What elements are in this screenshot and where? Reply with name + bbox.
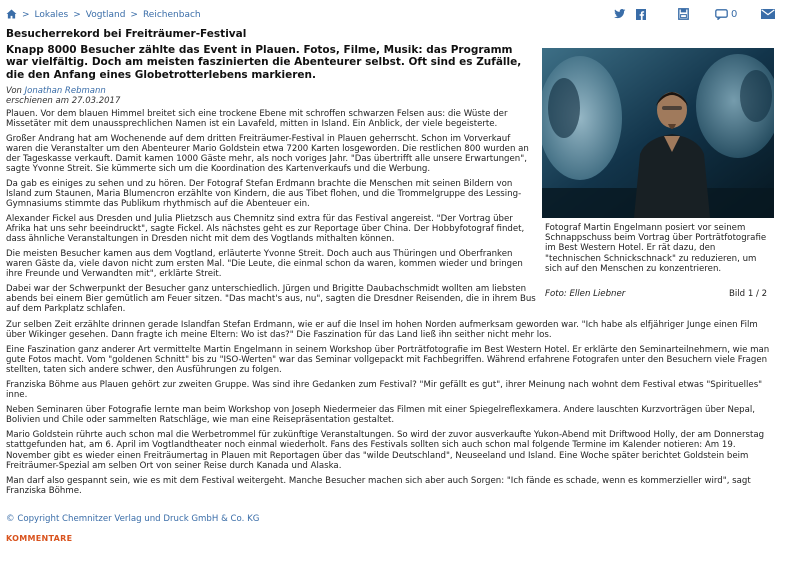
publish-date: erschienen am 27.03.2017 [6, 96, 121, 106]
breadcrumb-item-lokales[interactable]: Lokales [34, 10, 69, 20]
home-icon[interactable] [6, 9, 17, 22]
article-paragraph: Dabei war der Schwerpunkt der Besucher ganz unterschiedlich. Jürgen und Brigitte Daubachschmidt wollten am liebsten abends bei einem Bier gemütlich am Feuer sitzen. "Das macht's aus, nu", sagten die Dresdner Reisenden, die in ihrem Bus auf dem Parkplatz schlafen. [6, 284, 536, 315]
email-icon[interactable] [761, 9, 775, 19]
share-toolbar [614, 8, 775, 20]
comments-link[interactable] [715, 9, 737, 20]
comment-count: 0 [731, 8, 738, 20]
print-icon[interactable] [678, 8, 689, 20]
breadcrumb-separator: > [130, 10, 138, 20]
copyright-link[interactable]: © Copyright Chemnitzer Verlag und Druck GmbH & Co. KG [6, 514, 260, 524]
photo-caption: Fotograf Martin Engelmann posiert vor seinem Schnappschuss beim Vortrag über Porträtfotografie im Best Western Hotel. Er rät dazu, den "technischen Schnickschnack" zu reduzieren, um sich auf den Menschen zu konzentrieren. [545, 223, 767, 274]
article-paragraph: Man darf also gespannt sein, wie es mit dem Festival weitergeht. Manche Besucher machen sich aber auch Sorgen: "Ich fände es schade, wenn es kommerzieller wird", sagt Franziska Böhme. [6, 475, 751, 496]
breadcrumb [6, 9, 201, 22]
article-headline: Besucherrekord bei Freiträumer-Festival [6, 28, 247, 40]
article-photo[interactable] [542, 48, 774, 218]
article-paragraph: Plauen. Vor dem blauen Himmel breitet sich eine trockene Ebene mit schroffen schwarzen Felsen aus: die Wüste der Missetäter mit dem unaussprechlichen Namen ist ein Lavafeld, mitten in Island. Ein Anblick, der viele begeisterte. [6, 109, 508, 130]
breadcrumb-item-vogtland[interactable]: Vogtland [85, 10, 126, 20]
article-body-narrow [6, 109, 536, 319]
facebook-icon[interactable] [636, 9, 646, 20]
breadcrumb-separator: > [22, 10, 30, 20]
article-body-wide [6, 320, 778, 501]
article-paragraph: Zur selben Zeit erzählte drinnen gerade Islandfan Stefan Erdmann, wie er auf die Insel im hohen Norden aufmerksam geworden war. "Ich habe als elfjähriger Junge einen Film über Wikinger gesehen. Dann fragte ich meine Eltern: Wo ist das?" Die Faszination für das Land ließ ihn seither nicht mehr los. [6, 320, 758, 341]
twitter-icon[interactable] [614, 9, 626, 19]
breadcrumb-item-reichenbach[interactable]: Reichenbach [142, 10, 201, 20]
photo-credit: Foto: Ellen Liebner [545, 289, 626, 299]
article-paragraph: Großer Andrang hat am Wochenende auf dem dritten Freiträumer-Festival in Plauen geherrscht. Schon im Vorverkauf waren die Veranstalter um den Abenteurer Mario Goldstein etwa 7200 Karten losgeworden. Die restlichen 800 wurden an der Tageskasse verkauft. Damit kamen 1000 Gäste mehr, als noch voriges Jahr. "Das übertrifft alle unsere Erwartungen", sagte Yvonne Streit. Sie kümmerte sich um die Koordination des Kartenverkaufs und die Werbung. [6, 133, 529, 175]
breadcrumb-separator: > [73, 10, 81, 20]
byline-prefix: Von [6, 86, 22, 96]
article-paragraph: Neben Seminaren über Fotografie lernte man beim Workshop von Joseph Niedermeier das Filmen mit einer Spiegelreflexkamera. Andere lauschten Kurzvorträgen über Nepal, Bolivien und Chile oder sammelten Ratschläge, wie man eine Reisepräsentation gestaltet. [6, 405, 756, 426]
comments-heading[interactable]: KOMMENTARE [6, 534, 73, 543]
article-paragraph: Da gab es einiges zu sehen und zu hören. Der Fotograf Stefan Erdmann brachte die Menschen mit seinen Bildern von Island zum Staunen, Maria Blumencron erzählte von Kindern, die aus Tibet flohen, und die Trommelgruppe des Lessing-Gymnasiums stimmte das Publikum rhythmisch auf die Abenteuer ein. [6, 179, 522, 210]
byline [6, 86, 120, 106]
comment-icon [715, 9, 728, 20]
article-paragraph: Alexander Fickel aus Dresden und Julia Plietzsch aus Chemnitz sind extra für das Festival angereist. "Der Vortrag über Afrika hat uns sehr beeindruckt", sagte Fickel. Als nächstes geht es zur Reportage über China. Der Hobbyfotograf findet, dass ähnliche Veranstaltungen in Dresden nicht mit dem des Vogtlands mithalten können. [6, 214, 525, 245]
article-paragraph: Franziska Böhme aus Plauen gehört zur zweiten Gruppe. Was sind ihre Gedanken zum Festival? "Mir gefällt es gut", ihrer Meinung nach wohnt dem Festival etwas "Spirituelles" inne. [6, 380, 763, 401]
article-lead: Knapp 8000 Besucher zählte das Event in Plauen. Fotos, Filme, Musik: das Programm war vielfältig. Doch am meisten faszinierten die Abenteurer selbst. Oft sind es Zufälle, die den Anfang eines Globetrotterlebens markieren. [6, 44, 522, 81]
article-paragraph: Eine Faszination ganz anderer Art vermittelte Martin Engelmann in seinem Workshop über Porträtfotografie im Best Western Hotel. Er erklärte den Seminarteilnehmern, wie man gute Fotos macht. Vom "goldenen Schnitt" bis zu "ISO-Werten" war das Seminar vollgepackt mit Fachbegriffen. Während erfahrene Fotografen unter den Besuchern viele Fragen stellten, taten sich andere schwer, den Ausführungen zu folgen. [6, 345, 770, 376]
author-link[interactable]: Jonathan Rebmann [24, 86, 106, 96]
article-paragraph: Mario Goldstein rührte auch schon mal die Werbetrommel für zukünftige Veranstaltungen. So wird der zuvor ausverkaufte Yukon-Abend mit Driftwood Holly, der am Donnerstag stattgefunden hat, am 6. April im Vogtlandtheater noch einmal wiederholt. Fans des Festivals sollten sich auch schon mal folgende Termine im Kalender notieren: Am 19. November gibt es wieder einen Freiträumertag in Plauen mit Reportagen über das "wilde Deutschland", Neuseeland und Island. Eine Woche später berichtet Goldstein beim Freiträumer-Spezial am selben Ort von seiner Reise durch Kanada und Alaska. [6, 430, 765, 471]
photo-counter[interactable]: Bild 1 / 2 [729, 289, 768, 299]
article-paragraph: Die meisten Besucher kamen aus dem Vogtland, erläuterte Yvonne Streit. Doch auch aus Thüringen und Oberfranken waren Gäste da, viele davon nicht zum ersten Mal. "Die Leute, die einmal schon da waren, kommen wieder und bringen ihre Freunde und Verwandten mit", erklärte Streit. [6, 249, 523, 280]
